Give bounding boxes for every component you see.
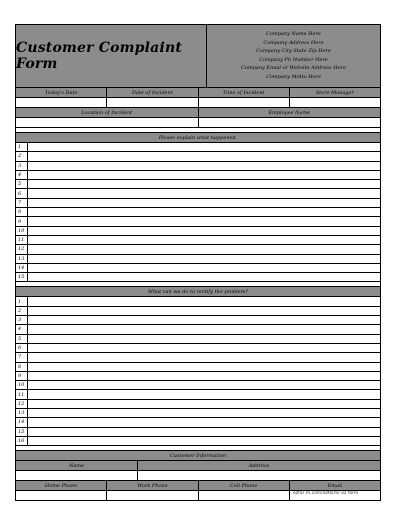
incident-values bbox=[16, 98, 380, 108]
rectify-line[interactable] bbox=[16, 363, 380, 372]
explain-line[interactable] bbox=[16, 255, 380, 264]
line-number: 13 bbox=[16, 255, 28, 263]
line-number: 1 bbox=[16, 143, 28, 151]
address-label: Address bbox=[248, 462, 270, 469]
work-phone-label: Work Phone bbox=[107, 481, 198, 490]
explain-line[interactable] bbox=[16, 189, 380, 198]
line-entry[interactable] bbox=[28, 189, 380, 197]
line-number: 12 bbox=[16, 400, 28, 408]
line-entry[interactable] bbox=[28, 409, 380, 417]
rectify-line[interactable] bbox=[16, 381, 380, 390]
rectify-line[interactable] bbox=[16, 316, 380, 325]
name-label: Name bbox=[16, 461, 138, 470]
line-entry[interactable] bbox=[28, 335, 380, 343]
line-entry[interactable] bbox=[28, 199, 380, 207]
cell-phone-label: Cell Phone bbox=[199, 481, 290, 490]
company-motto: Company Motto Here bbox=[266, 73, 321, 80]
line-entry[interactable] bbox=[28, 316, 380, 324]
line-entry[interactable] bbox=[28, 297, 380, 305]
line-entry[interactable] bbox=[28, 344, 380, 352]
line-number: 10 bbox=[16, 381, 28, 389]
line-number: 15 bbox=[16, 428, 28, 436]
name-field[interactable] bbox=[16, 471, 138, 480]
rectify-line[interactable] bbox=[16, 297, 380, 306]
todays-date-field[interactable] bbox=[16, 98, 107, 107]
line-entry[interactable] bbox=[28, 208, 380, 216]
line-number: 4 bbox=[16, 325, 28, 333]
line-entry[interactable] bbox=[28, 171, 380, 179]
line-entry[interactable] bbox=[28, 143, 380, 151]
explain-line[interactable] bbox=[16, 180, 380, 189]
line-number: 13 bbox=[16, 409, 28, 417]
rectify-line[interactable] bbox=[16, 353, 380, 362]
line-number: 14 bbox=[16, 264, 28, 272]
line-number: 14 bbox=[16, 418, 28, 426]
line-number: 1 bbox=[16, 297, 28, 305]
line-number: 8 bbox=[16, 363, 28, 371]
explain-line[interactable] bbox=[16, 143, 380, 152]
email-label: Email bbox=[327, 482, 343, 489]
line-number: 8 bbox=[16, 208, 28, 216]
line-number: 6 bbox=[16, 344, 28, 352]
employee-name-field[interactable] bbox=[199, 118, 381, 127]
rectify-line[interactable] bbox=[16, 344, 380, 353]
line-entry[interactable] bbox=[28, 307, 380, 315]
form-title: Customer Complaint Form bbox=[16, 40, 183, 72]
line-number: 5 bbox=[16, 335, 28, 343]
work-phone-field[interactable] bbox=[107, 491, 198, 500]
line-number: 12 bbox=[16, 245, 28, 253]
rectify-line[interactable] bbox=[16, 400, 380, 409]
date-of-incident-field[interactable] bbox=[107, 98, 198, 107]
explain-line[interactable] bbox=[16, 208, 380, 217]
company-info bbox=[207, 25, 380, 87]
line-entry[interactable] bbox=[28, 236, 380, 244]
line-number: 11 bbox=[16, 236, 28, 244]
line-entry[interactable] bbox=[28, 217, 380, 225]
location-values bbox=[16, 118, 380, 128]
explain-line[interactable] bbox=[16, 152, 380, 161]
line-entry[interactable] bbox=[28, 363, 380, 371]
customer-labels-2 bbox=[16, 481, 380, 491]
explain-line[interactable] bbox=[16, 162, 380, 171]
explain-line[interactable] bbox=[16, 227, 380, 236]
home-phone-field[interactable] bbox=[16, 491, 107, 500]
line-entry[interactable] bbox=[28, 381, 380, 389]
customer-values-1 bbox=[16, 471, 380, 481]
line-entry[interactable] bbox=[28, 372, 380, 380]
explain-line[interactable] bbox=[16, 264, 380, 273]
incident-labels bbox=[16, 88, 380, 98]
line-number: 7 bbox=[16, 353, 28, 361]
line-number: 3 bbox=[16, 162, 28, 170]
line-entry[interactable] bbox=[28, 152, 380, 160]
rectify-line[interactable] bbox=[16, 409, 380, 418]
line-entry[interactable] bbox=[28, 437, 380, 445]
line-number: 9 bbox=[16, 372, 28, 380]
line-entry[interactable] bbox=[28, 255, 380, 263]
footer-watermark: ezfor m.com/ezform/ ez form bbox=[293, 491, 359, 496]
rectify-line[interactable] bbox=[16, 418, 380, 427]
home-phone-label: Home Phone bbox=[16, 481, 107, 490]
cell-phone-field[interactable] bbox=[199, 491, 290, 500]
explain-line[interactable] bbox=[16, 171, 380, 180]
line-number: 2 bbox=[16, 307, 28, 315]
line-number: 16 bbox=[16, 437, 28, 445]
location-field[interactable] bbox=[16, 118, 199, 127]
line-entry[interactable] bbox=[28, 353, 380, 361]
line-entry[interactable] bbox=[28, 273, 380, 281]
rectify-line[interactable] bbox=[16, 325, 380, 334]
line-number: 7 bbox=[16, 199, 28, 207]
company-city: Company City State Zip Here bbox=[256, 48, 331, 54]
line-number: 2 bbox=[16, 152, 28, 160]
rectify-line[interactable] bbox=[16, 307, 380, 316]
line-number: 15 bbox=[16, 273, 28, 281]
line-number: 5 bbox=[16, 180, 28, 188]
explain-lines bbox=[16, 143, 380, 282]
rectify-line[interactable] bbox=[16, 335, 380, 344]
store-manager-label: Store Manager bbox=[315, 89, 354, 96]
location-label: Location of Incident bbox=[16, 108, 199, 117]
explain-line[interactable] bbox=[16, 236, 380, 245]
customer-info-title: Customer Information bbox=[16, 451, 380, 461]
explain-line[interactable] bbox=[16, 245, 380, 254]
time-of-incident-field[interactable] bbox=[199, 98, 290, 107]
line-entry[interactable] bbox=[28, 245, 380, 253]
company-phone: Company Ph Number Here bbox=[259, 56, 328, 63]
line-entry[interactable] bbox=[28, 264, 380, 272]
address-field[interactable] bbox=[138, 471, 380, 480]
line-number: 9 bbox=[16, 217, 28, 225]
explain-line[interactable] bbox=[16, 217, 380, 226]
company-address: Company Address Here bbox=[263, 39, 324, 46]
location-labels bbox=[16, 108, 380, 118]
line-entry[interactable] bbox=[28, 418, 380, 426]
line-number: 3 bbox=[16, 316, 28, 324]
todays-date-label: Today's Date bbox=[16, 88, 107, 97]
employee-name-label: Employee Name bbox=[268, 109, 311, 116]
date-of-incident-label: Date of Incident bbox=[107, 88, 198, 97]
line-entry[interactable] bbox=[28, 162, 380, 170]
form-header bbox=[16, 25, 380, 88]
line-entry[interactable] bbox=[28, 227, 380, 235]
explain-line[interactable] bbox=[16, 199, 380, 208]
rectify-lines bbox=[16, 297, 380, 446]
time-of-incident-label: Time of Incident bbox=[199, 88, 290, 97]
rectify-line[interactable] bbox=[16, 372, 380, 381]
store-manager-field[interactable] bbox=[290, 98, 380, 107]
line-number: 10 bbox=[16, 227, 28, 235]
line-entry[interactable] bbox=[28, 180, 380, 188]
line-number: 11 bbox=[16, 390, 28, 398]
rectify-line[interactable] bbox=[16, 437, 380, 446]
line-entry[interactable] bbox=[28, 325, 380, 333]
rectify-section-title: What can we do to rectify the problem? bbox=[16, 287, 380, 297]
company-email: Company Email or Website Address Here bbox=[241, 65, 346, 71]
line-entry[interactable] bbox=[28, 428, 380, 436]
line-entry[interactable] bbox=[28, 400, 380, 408]
line-entry[interactable] bbox=[28, 390, 380, 398]
line-number: 4 bbox=[16, 171, 28, 179]
line-number: 6 bbox=[16, 189, 28, 197]
customer-labels-1 bbox=[16, 461, 380, 471]
company-name: Company Name Here bbox=[266, 31, 321, 37]
explain-section-title: Please explain what happened. bbox=[16, 133, 380, 143]
rectify-line[interactable] bbox=[16, 390, 380, 399]
complaint-form bbox=[15, 24, 381, 501]
explain-line[interactable] bbox=[16, 273, 380, 282]
rectify-line[interactable] bbox=[16, 428, 380, 437]
title-box bbox=[16, 25, 207, 87]
